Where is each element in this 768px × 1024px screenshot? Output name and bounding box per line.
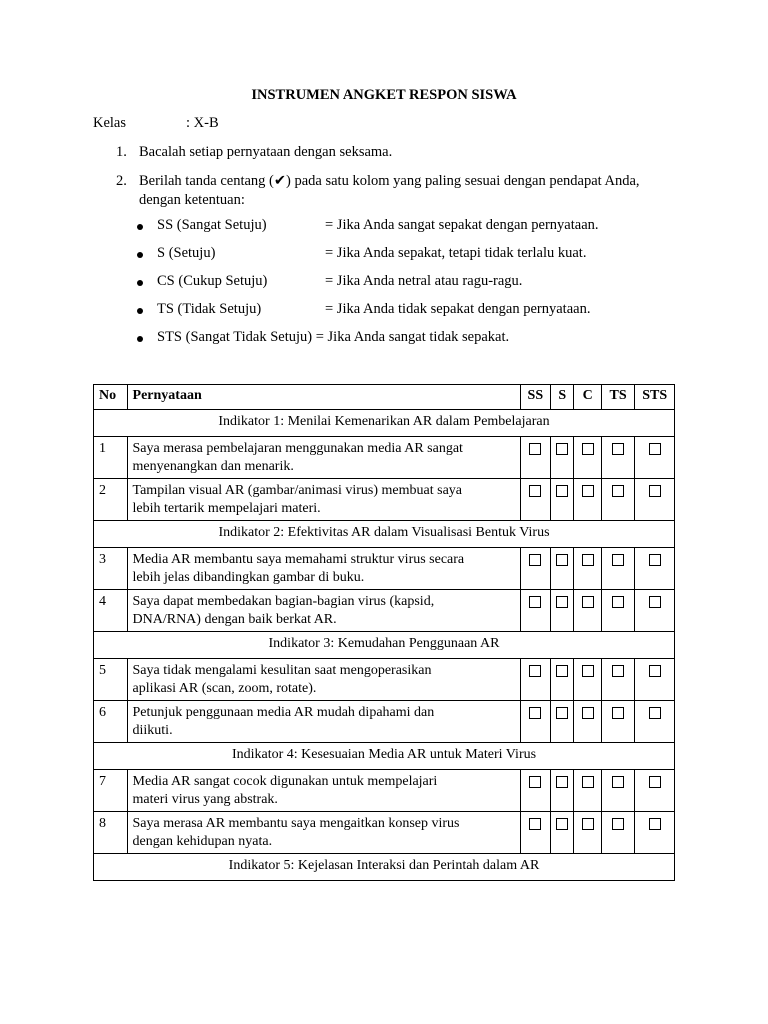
statement-line-1: Tampilan visual AR (gambar/animasi virus) membuat saya [132,483,463,498]
header-sts: STS [635,385,675,410]
cell-ss [520,548,550,590]
item-number: 2 [94,479,128,521]
checkbox-c[interactable] [582,443,594,455]
document-title: INSTRUMEN ANGKET RESPON SISWA [251,87,517,103]
item-statement [127,659,520,701]
checkbox-ts[interactable] [612,776,624,788]
cell-c [574,437,601,479]
table-row [94,437,675,479]
checkbox-sts[interactable] [649,818,661,830]
checkbox-c[interactable] [582,776,594,788]
checkbox-c[interactable] [582,554,594,566]
statement-line-2: DNA/RNA) dengan baik berkat AR. [132,612,337,627]
statement-line-1: Saya merasa AR membantu saya mengaitkan konsep virus [132,816,460,831]
bullet-icon [137,224,143,230]
item-statement [127,812,520,854]
checkbox-ts[interactable] [612,596,624,608]
bullet-icon [137,252,143,258]
checkbox-s[interactable] [556,596,568,608]
statement-line-1: Saya tidak mengalami kesulitan saat mengoperasikan [132,663,432,678]
checkbox-c[interactable] [582,665,594,677]
table-row [94,479,675,521]
scale-term: CS (Cukup Setuju) [157,273,268,289]
header-s: S [551,385,574,410]
cell-ss [520,812,550,854]
header-statement: Pernyataan [127,385,520,410]
indicator-label: Indikator 5: Kejelasan Interaksi dan Perintah dalam AR [94,854,675,881]
cell-s [551,479,574,521]
table-row [94,548,675,590]
checkbox-sts[interactable] [649,485,661,497]
statement-line-2: diikuti. [132,723,173,738]
indicator-label: Indikator 4: Kesesuaian Media AR untuk Materi Virus [94,743,675,770]
bullet-icon [137,308,143,314]
item-statement [127,479,520,521]
cell-s [551,770,574,812]
kelas-value: : X-B [186,115,219,131]
checkbox-c[interactable] [582,707,594,719]
cell-c [574,590,601,632]
checkbox-ts[interactable] [612,818,624,830]
indicator-label: Indikator 1: Menilai Kemenarikan AR dalam Pembelajaran [94,410,675,437]
checkbox-sts[interactable] [649,776,661,788]
checkbox-ts[interactable] [612,665,624,677]
checkbox-s[interactable] [556,665,568,677]
scale-full-line: STS (Sangat Tidak Setuju) = Jika Anda sangat tidak sepakat. [157,329,510,345]
checkbox-ss[interactable] [529,818,541,830]
table-row [94,701,675,743]
statement-line-1: Media AR membantu saya memahami struktur virus secara [132,552,465,567]
checkbox-sts[interactable] [649,443,661,455]
cell-ts [601,812,635,854]
statement-line-1: Media AR sangat cocok digunakan untuk mempelajari [132,774,438,789]
scale-item-cs [137,273,697,293]
cell-ss [520,437,550,479]
scale-item-ts [137,301,697,321]
checkbox-c[interactable] [582,485,594,497]
table-row [94,770,675,812]
item-number: 8 [94,812,128,854]
checkbox-sts[interactable] [649,665,661,677]
checkbox-s[interactable] [556,554,568,566]
checkbox-sts[interactable] [649,554,661,566]
checkbox-s[interactable] [556,818,568,830]
scale-item-sts [137,329,697,349]
statement-line-1: Saya merasa pembelajaran menggunakan media AR sangat [132,441,463,456]
statement-line-2: menyenangkan dan menarik. [132,459,294,474]
table-row [94,659,675,701]
cell-sts [635,770,675,812]
cell-sts [635,590,675,632]
header-no: No [94,385,128,410]
checkbox-s[interactable] [556,776,568,788]
instruction-2 [116,172,686,212]
cell-s [551,590,574,632]
checkbox-c[interactable] [582,818,594,830]
checkbox-c[interactable] [582,596,594,608]
item-statement [127,437,520,479]
cell-sts [635,479,675,521]
checkbox-ss[interactable] [529,443,541,455]
checkbox-sts[interactable] [649,707,661,719]
item-statement [127,548,520,590]
cell-c [574,812,601,854]
scale-definition: = Jika Anda tidak sepakat dengan pernyataan. [325,301,591,317]
instruction-text: Bacalah setiap pernyataan dengan seksama. [139,144,393,160]
checkbox-ss[interactable] [529,707,541,719]
scale-term: S (Setuju) [157,245,216,261]
indicator-row [94,521,675,548]
checkbox-ts[interactable] [612,554,624,566]
cell-sts [635,701,675,743]
instruction-number: 2. [116,173,127,189]
item-statement [127,701,520,743]
scale-definition: = Jika Anda sangat sepakat dengan pernyataan. [325,217,599,233]
cell-ts [601,479,635,521]
cell-s [551,548,574,590]
checkbox-s[interactable] [556,485,568,497]
item-number: 1 [94,437,128,479]
item-number: 4 [94,590,128,632]
cell-ts [601,701,635,743]
cell-ss [520,659,550,701]
cell-sts [635,659,675,701]
cell-s [551,659,574,701]
instruction-number: 1. [116,144,127,160]
statement-line-2: lebih jelas dibandingkan gambar di buku. [132,570,365,585]
statement-line-1: Saya dapat membedakan bagian-bagian virus (kapsid, [132,594,435,609]
cell-ts [601,548,635,590]
cell-c [574,659,601,701]
checkbox-ss[interactable] [529,596,541,608]
cell-c [574,479,601,521]
checkbox-ss[interactable] [529,485,541,497]
indicator-row [94,410,675,437]
statement-line-2: materi virus yang abstrak. [132,792,278,807]
cell-s [551,437,574,479]
cell-sts [635,548,675,590]
checkbox-ts[interactable] [612,443,624,455]
checkbox-ss[interactable] [529,554,541,566]
indicator-row [94,854,675,881]
survey-table [93,384,675,881]
statement-line-2: lebih tertarik mempelajari materi. [132,501,321,516]
checkbox-sts[interactable] [649,596,661,608]
cell-ss [520,479,550,521]
cell-ss [520,701,550,743]
indicator-row [94,743,675,770]
scale-term: SS (Sangat Setuju) [157,217,267,233]
item-number: 3 [94,548,128,590]
instruction-text: Berilah tanda centang (✔) pada satu kolom yang paling sesuai dengan pendapat Anda, dengan ketentuan: [139,173,640,208]
scale-definition: = Jika Anda netral atau ragu-ragu. [325,273,523,289]
cell-ts [601,590,635,632]
cell-sts [635,812,675,854]
item-number: 7 [94,770,128,812]
item-statement [127,770,520,812]
checkbox-ts[interactable] [612,485,624,497]
item-number: 5 [94,659,128,701]
table-row [94,590,675,632]
header-ss: SS [520,385,550,410]
scale-term: TS (Tidak Setuju) [157,301,262,317]
cell-s [551,812,574,854]
scale-item-s [137,245,697,265]
checkbox-ss[interactable] [529,665,541,677]
indicator-row [94,632,675,659]
scale-item-ss [137,217,697,237]
indicator-label: Indikator 2: Efektivitas AR dalam Visualisasi Bentuk Virus [94,521,675,548]
statement-line-2: dengan kehidupan nyata. [132,834,273,849]
bullet-icon [137,336,143,342]
bullet-icon [137,280,143,286]
table-row [94,812,675,854]
checkbox-s[interactable] [556,707,568,719]
cell-ts [601,770,635,812]
statement-line-2: aplikasi AR (scan, zoom, rotate). [132,681,317,696]
checkbox-ts[interactable] [612,707,624,719]
cell-s [551,701,574,743]
item-statement [127,590,520,632]
checkbox-ss[interactable] [529,776,541,788]
checkbox-s[interactable] [556,443,568,455]
header-c: C [574,385,601,410]
cell-c [574,548,601,590]
cell-ts [601,437,635,479]
header-ts: TS [601,385,635,410]
cell-ss [520,770,550,812]
item-number: 6 [94,701,128,743]
cell-c [574,770,601,812]
table-header-row [94,385,675,410]
cell-ts [601,659,635,701]
cell-sts [635,437,675,479]
statement-line-1: Petunjuk penggunaan media AR mudah dipahami dan [132,705,435,720]
scale-definition: = Jika Anda sepakat, tetapi tidak terlalu kuat. [325,245,587,261]
indicator-label: Indikator 3: Kemudahan Penggunaan AR [94,632,675,659]
instruction-1 [116,143,686,163]
kelas-label: Kelas [93,115,127,131]
cell-c [574,701,601,743]
cell-ss [520,590,550,632]
